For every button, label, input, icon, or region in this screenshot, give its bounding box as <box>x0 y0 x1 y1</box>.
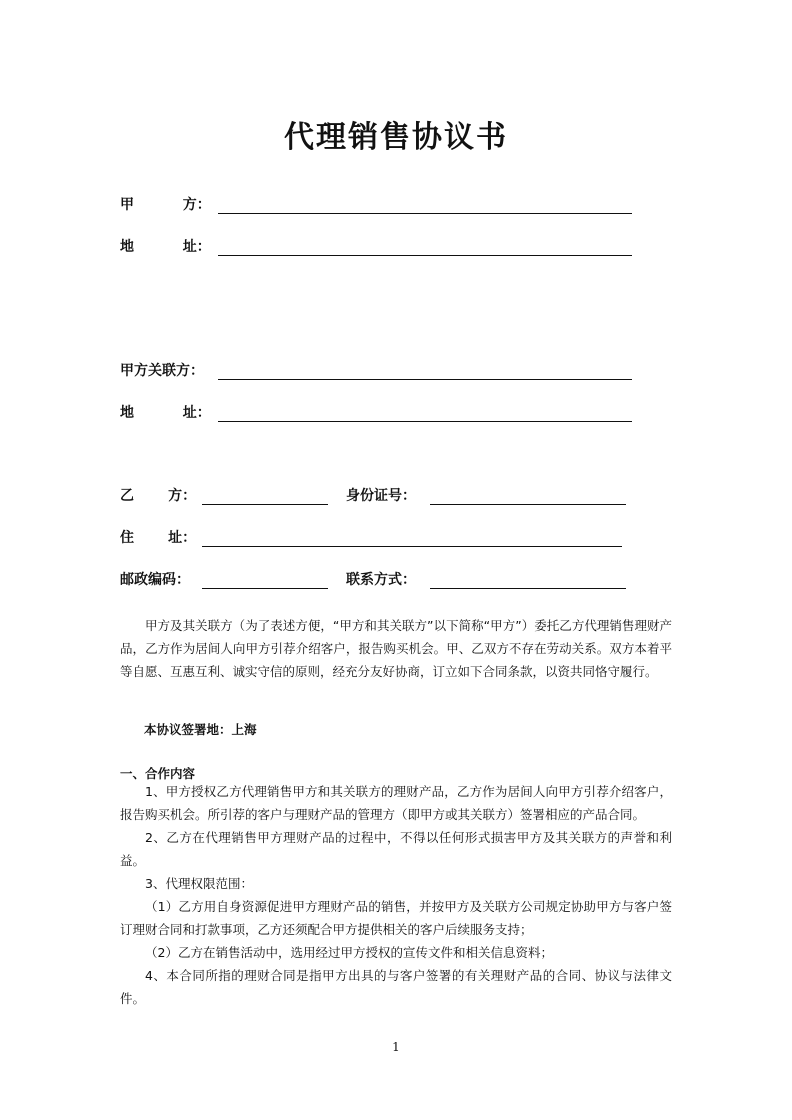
party-b-id-label: 身份证号： <box>346 488 416 504</box>
section-1-item-4: 4、本合同所指的理财合同是指甲方出具的与客户签署的有关理财产品的合同、协议与法律文件。 <box>120 968 672 1006</box>
party-a-affiliate-address-field[interactable] <box>218 405 632 422</box>
section-1-item-3-2: （2）乙方在销售活动中，选用经过甲方授权的宣传文件和相关信息资料； <box>145 945 553 960</box>
party-a-name-row <box>120 190 632 214</box>
party-a-address-label: 地 址： <box>120 239 211 255</box>
document-title: 代理销售协议书 <box>284 120 508 155</box>
section-1-heading: 一、合作内容 <box>120 766 196 781</box>
party-b-contact-field[interactable] <box>430 572 626 589</box>
party-b-contact-label: 联系方式： <box>346 572 416 588</box>
party-b-postal-field[interactable] <box>202 572 328 589</box>
party-a-affiliate-name-field[interactable] <box>218 363 632 380</box>
party-a-address-row <box>120 232 632 256</box>
page-number: 1 <box>392 1040 400 1054</box>
party-a-affiliate-address-label: 地 址： <box>120 405 211 421</box>
intro-paragraph: 甲方及其关联方（为了表述方便，“甲方和其关联方”以下简称“甲方”）委托乙方代理销售理财产品，乙方作为居间人向甲方引荐介绍客户，报告购买机会。甲、乙双方不存在劳动关系。双方本着平等自愿、互惠互利、诚实守信的原则，经充分友好协商，订立如下合同条款，以资共同恪守履行。 <box>120 618 672 679</box>
party-a-name-label: 甲 方： <box>120 197 211 213</box>
party-a-affiliate-address-row <box>120 398 632 422</box>
party-a-affiliate-name-row <box>120 356 632 380</box>
party-b-name-label: 乙 方： <box>120 488 197 504</box>
signing-place: 本协议签署地：上海 <box>144 722 257 737</box>
party-b-id-field[interactable] <box>430 488 626 505</box>
section-1-item-1: 1、甲方授权乙方代理销售甲方和其关联方的理财产品，乙方作为居间人向甲方引荐介绍客户，报告购买机会。所引荐的客户与理财产品的管理方（即甲方或其关联方）签署相应的产品合同。 <box>120 784 672 822</box>
party-b-postal-row <box>120 565 626 589</box>
section-1-item-3-1: （1）乙方用自身资源促进甲方理财产品的销售，并按甲方及关联方公司规定协助甲方与客户签订理财合同和打款事项，乙方还须配合甲方提供相关的客户后续服务支持； <box>120 899 672 937</box>
section-1-item-2: 2、乙方在代理销售甲方理财产品的过程中，不得以任何形式损害甲方及其关联方的声誉和利益。 <box>120 830 672 868</box>
section-1-item-3: 3、代理权限范围： <box>145 876 253 891</box>
party-b-postal-label: 邮政编码： <box>120 572 190 588</box>
party-a-affiliate-name-label: 甲方关联方： <box>120 363 204 379</box>
party-b-residence-row <box>120 523 622 547</box>
party-b-residence-field[interactable] <box>202 530 622 547</box>
party-b-name-field[interactable] <box>202 488 328 505</box>
party-a-address-field[interactable] <box>218 239 632 256</box>
section-1-body <box>120 780 672 1010</box>
party-a-name-field[interactable] <box>218 197 632 214</box>
party-b-residence-label: 住 址： <box>120 530 197 546</box>
party-b-name-row <box>120 481 626 505</box>
